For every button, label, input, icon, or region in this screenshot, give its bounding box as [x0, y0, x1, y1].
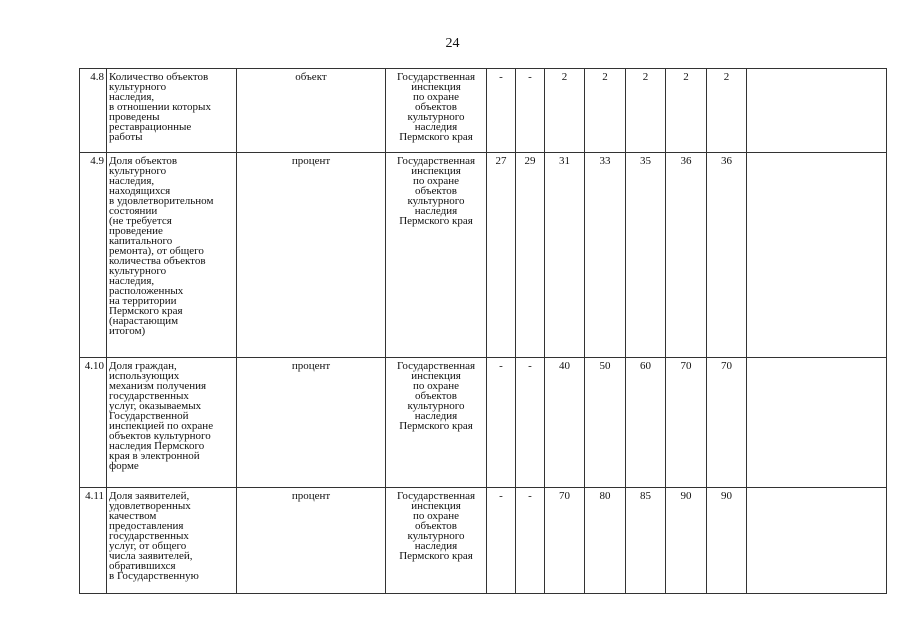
responsible-body: Государственная инспекция по охране объектов культурного наследия Пермского края [386, 69, 487, 153]
value-cell: 90 [666, 488, 707, 594]
responsible-body: Государственная инспекция по охране объектов культурного наследия Пермского края [386, 153, 487, 358]
row-number: 4.10 [80, 358, 107, 488]
value-cell: 40 [545, 358, 585, 488]
value-cell: 2 [545, 69, 585, 153]
row-number: 4.11 [80, 488, 107, 594]
table-row [80, 488, 887, 594]
note-cell [747, 488, 887, 594]
row-number: 4.8 [80, 69, 107, 153]
value-cell: - [516, 358, 545, 488]
value-cell: 2 [666, 69, 707, 153]
note-cell [747, 153, 887, 358]
table-row [80, 153, 887, 358]
value-cell: 60 [626, 358, 666, 488]
value-cell: - [487, 358, 516, 488]
value-cell: 2 [707, 69, 747, 153]
indicator-name: Доля граждан, использующих механизм получения государственных услуг, оказываемых Государственной инспекцией по охране объектов культурного наследия Пермского края в электронной форме [107, 358, 237, 488]
value-cell: 70 [666, 358, 707, 488]
responsible-body: Государственная инспекция по охране объектов культурного наследия Пермского края [386, 488, 487, 594]
value-cell: 36 [666, 153, 707, 358]
page-number: 24 [445, 36, 460, 51]
value-cell: 85 [626, 488, 666, 594]
unit-of-measure: процент [237, 488, 386, 594]
row-number: 4.9 [80, 153, 107, 358]
responsible-body: Государственная инспекция по охране объектов культурного наследия Пермского края [386, 358, 487, 488]
indicators-table [79, 68, 887, 594]
value-cell: 2 [626, 69, 666, 153]
value-cell: - [487, 488, 516, 594]
indicator-name: Количество объектов культурного наследия, в отношении которых проведены реставрационные работы [107, 69, 237, 153]
value-cell: 70 [545, 488, 585, 594]
value-cell: 33 [585, 153, 626, 358]
unit-of-measure: объект [237, 69, 386, 153]
value-cell: 31 [545, 153, 585, 358]
indicator-name: Доля объектов культурного наследия, находящихся в удовлетворительном состоянии (не требуется проведение капитального ремонта), от общего количества объектов культурного наследия, расположенных на территории Пермского края (нарастающим итогом) [107, 153, 237, 358]
indicator-name: Доля заявителей, удовлетворенных качеством предоставления государственных услуг, от общего числа заявителей, обратившихся в Государственную [107, 488, 237, 594]
note-cell [747, 69, 887, 153]
table-row [80, 358, 887, 488]
unit-of-measure: процент [237, 358, 386, 488]
value-cell: 90 [707, 488, 747, 594]
value-cell: 70 [707, 358, 747, 488]
value-cell: - [516, 488, 545, 594]
value-cell: - [487, 69, 516, 153]
unit-of-measure: процент [237, 153, 386, 358]
value-cell: 27 [487, 153, 516, 358]
table-row [80, 69, 887, 153]
note-cell [747, 358, 887, 488]
value-cell: - [516, 69, 545, 153]
value-cell: 36 [707, 153, 747, 358]
value-cell: 80 [585, 488, 626, 594]
value-cell: 29 [516, 153, 545, 358]
value-cell: 2 [585, 69, 626, 153]
value-cell: 35 [626, 153, 666, 358]
value-cell: 50 [585, 358, 626, 488]
